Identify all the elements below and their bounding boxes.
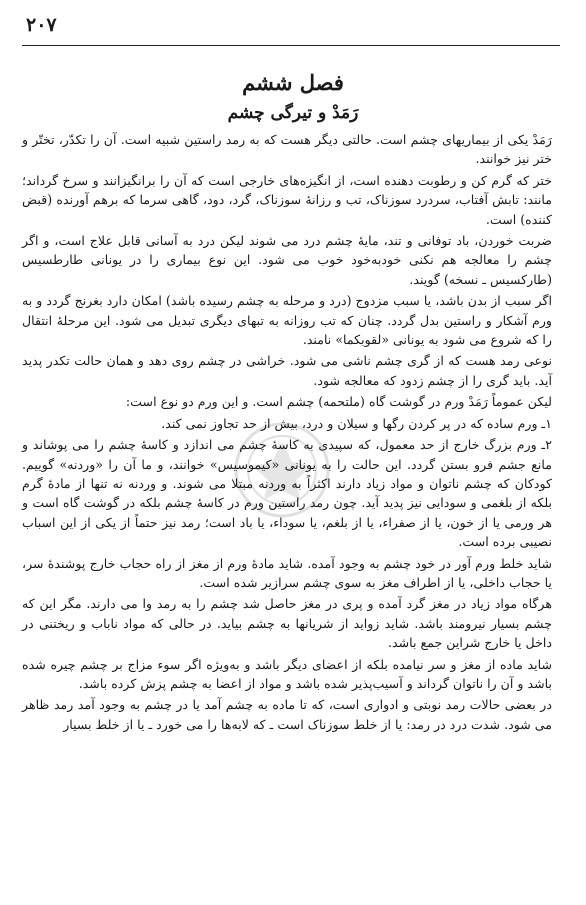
paragraph-10: هرگاه مواد زیاد در مغز گرد آمده و پری در مغز حاصل شد چشم را به رمد وا می دارند. مگر این که چشم بسیار نیرومند باشد. شاید زواید از شریانها به چشم بیاید. در حالی که مواد ناباب و ریختنی در داخل یا خارج شراین جمع باشد. bbox=[22, 596, 552, 651]
paragraph-5: نوعی رمد هست که از گری چشم ناشی می شود. خراشی در چشم روی دهد و همان حالت تکدر پدید آید. باید گری را از چشم زدود که معالجه شود. bbox=[22, 353, 552, 388]
body-text bbox=[22, 130, 552, 736]
paragraph-2: ختر که گرم کن و رطوبت دهنده است، از انگیزه‌های خارجی است که آن را برانگیزانند و سرخ گرداند؛ مانند: تابش آفتاب، سردرد سوزناک، تب و رزانهٔ سوزناک، گرد، دود، گاهی سرما که برهم آورنده (قبض کننده) است. bbox=[22, 172, 552, 227]
page-number: ۲۰۷ bbox=[26, 14, 57, 36]
paragraph-7: ۱ـ ورم ساده که در پر کردن رگها و سیلان و درد، بیش از حد تجاوز نمی کند. bbox=[161, 415, 552, 431]
paragraph-1: رَمَدْ یکی از بیماریهای چشم است. حالتی دیگر هست که به رمد راستین شبیه است. آن را تکدّر، تختّر و ختر نیز خوانند. bbox=[22, 132, 552, 167]
paragraph-3: ضربت خوردن، باد توفانی و تند، مایهٔ چشم درد می شوند لیکن درد به آسانی قابل علاج است، و اگر چشم را معالجه هم نکنی خودبه‌خود خوب می شود. این نوع بیماری را در یونانی طارطسیس (طارکسیس ـ نسخه) گویند. bbox=[22, 233, 552, 287]
header-rule bbox=[22, 45, 560, 46]
section-title: رَمَدْ و تیرگی چشم bbox=[227, 103, 359, 123]
paragraph-11: شاید ماده از مغز و سر نیامده بلکه از اعضای دیگر باشد و به‌ویژه اگر سوء مزاج بر چشم چیره شده باشد و آن را ناتوان گرداند و آسیب‌پذیر شده باشد و مواد از اعضا به چشم پزش کرده باشد. bbox=[22, 656, 552, 691]
paragraph-8: ۲ـ ورم بزرگ خارج از حد معمول، که سپیدی به کاسهٔ چشم می اندازد و کاسهٔ چشم را می پوشاند و مانع جشم فرو بستن گردد. این حالت را به یونانی «کیموسیس» خوانند، و ما آن را «وردنه» گوییم. کودکان که چشم ناتوان و مواد زیاد دارند اکثراً به وردنه مبتلا می شوند. و وردنه نه تنها از مادهٔ گرم بلکه از بلغمی و سودایی نیز پدید آید. چون رمد راستین ورم در کاسهٔ چشم بلکه در گوشت گاه است و هر ورمی یا از خون، یا از صفراء، یا از بلغم، یا سوداء، یا باد است؛ رمد نیز حتماً از یکی از این اسباب نصیبی برده است. bbox=[22, 437, 552, 550]
paragraph-6: لیکن عموماً رَمَدْ ورم در گوشت گاه (ملتحمه) چشم است. و این ورم دو نوع است: bbox=[125, 394, 552, 410]
chapter-title: فصل ششم bbox=[242, 70, 344, 95]
paragraph-9: شاید خلط ورم آور در خود چشم به وجود آمده. شاید مادهٔ ورم از مغز از راه حجاب خارج پوشندهٔ سر، یا حجاب داخلی، یا از اطراف مغز به سوی چشم سرازیر شده است. bbox=[22, 555, 552, 590]
paragraph-4: اگر سبب از بدن باشد، یا سبب مزدوج (درد و مرحله به چشم رسیده باشد) امکان دارد بغرنج گردد و به ورم آشکار و راستین بدل گردد. چنان که تب روزانه به تبهای دیگری تبدیل می شود. این مرحلهٔ انتقال را که شروع می شود به یونانی «لقوبکما» نامند. bbox=[22, 293, 552, 348]
paragraph-12: در بعضی حالات رمد نوبتی و ادواری است، که تا ماده به چشم آمد یا در چشم به وجود آمد رمد ظاهر می شود. شدت درد در رمد: یا از خلط سوزناک است ـ که لابه‌ها را می خورد ـ یا از خلط بسیار bbox=[22, 697, 552, 732]
